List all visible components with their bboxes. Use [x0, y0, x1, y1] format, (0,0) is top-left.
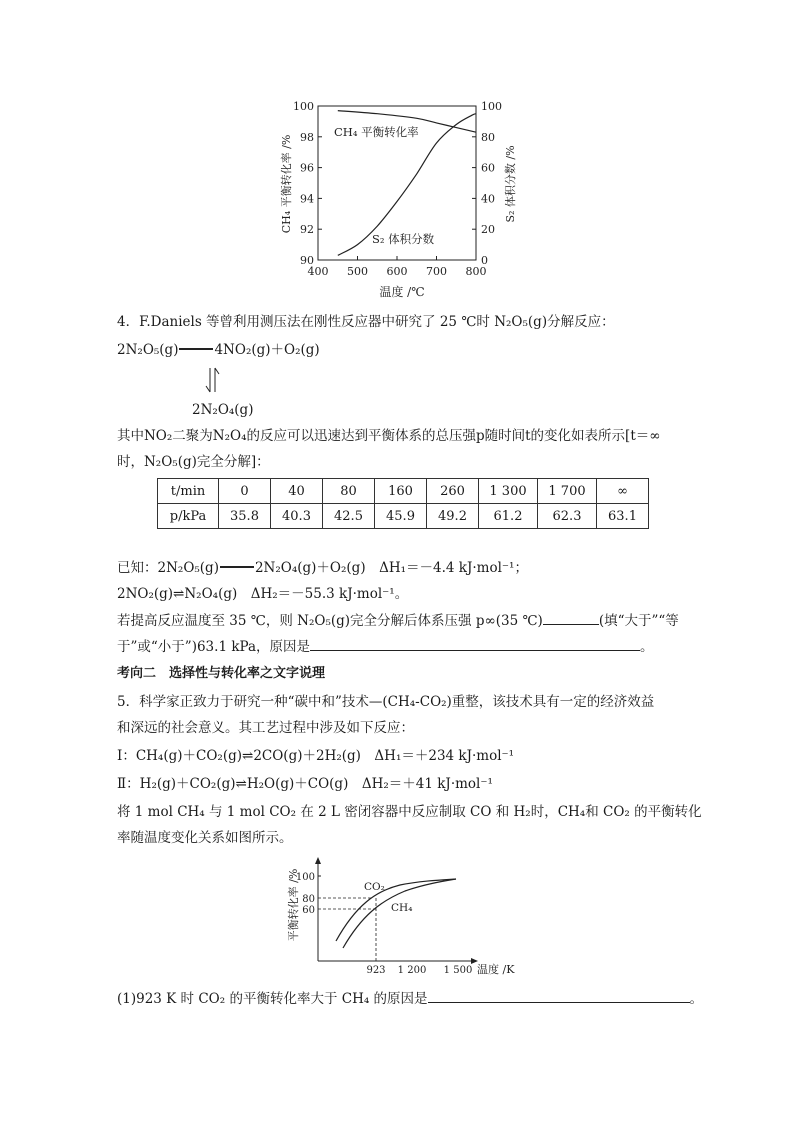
answer-blank-2[interactable]	[310, 636, 640, 651]
s2-series-label: S₂ 体积分数	[372, 232, 435, 246]
x-tick-label: 1 200	[397, 965, 427, 976]
q5-reaction2: Ⅱ：H₂(g)＋CO₂(g)⇌H₂O(g)＋CO(g) ΔH₂＝＋41 kJ·mol⁻¹	[117, 776, 493, 792]
table-cell: 61.2	[479, 504, 538, 529]
table-cell: 1 300	[479, 479, 538, 504]
pressure-time-table	[157, 478, 649, 529]
x-tick-label: 700	[426, 265, 447, 278]
ch4-series-label: CH₄ 平衡转化率	[334, 125, 419, 139]
chart1-x-axis-label: 温度 /℃	[379, 285, 425, 299]
x-tick-label: 400	[307, 265, 329, 278]
table-cell: 80	[323, 479, 375, 504]
q4-known1-prefix: 已知：2N₂O₅(g)	[117, 560, 219, 576]
answer-blank-3[interactable]	[428, 988, 690, 1003]
q4-note-line1: 其中NO₂二聚为N₂O₄的反应可以迅速达到平衡体系的总压强p随时间t的变化如表所示[t＝∞	[117, 428, 661, 444]
y-tick-label: 100	[295, 872, 315, 883]
table-cell: 1 700	[538, 479, 597, 504]
q4-note-line2: 时，N₂O₅(g)完全分解]：	[117, 454, 270, 470]
q5-desc-line2: 率随温度变化关系如图所示。	[117, 830, 293, 846]
q5-intro-line2: 和深远的社会意义。其工艺过程中涉及如下反应：	[117, 720, 414, 736]
q4-known2: 2NO₂(g)⇌N₂O₄(g) ΔH₂＝－55.3 kJ·mol⁻¹。	[117, 586, 409, 602]
y-left-tick-label: 96	[300, 161, 314, 175]
q4-question-part1: 若提高反应温度至 35 ℃，则 N₂O₅(g)完全分解后体系压强 p∞(35 ℃)	[117, 613, 543, 629]
section2-title: 考向二 选择性与转化率之文字说理	[117, 666, 326, 681]
table-cell: 62.3	[538, 504, 597, 529]
y-tick-label: 60	[302, 905, 315, 916]
answer-blank-1[interactable]	[543, 610, 599, 625]
table-cell: 40	[271, 479, 323, 504]
y-right-tick-label: 0	[481, 254, 488, 267]
x-tick-label: 500	[347, 265, 368, 278]
q4-known1-suffix: 2N₂O₄(g)＋O₂(g) ΔH₁＝－4.4 kJ·mol⁻¹；	[254, 560, 528, 576]
equilibrium-arrows-icon	[203, 366, 223, 396]
table-cell: 160	[375, 479, 427, 504]
table-cell: 35.8	[219, 504, 271, 529]
q4-question-line1	[117, 610, 679, 631]
table-cell: 63.1	[597, 504, 649, 529]
q5-reaction1: Ⅰ：CH₄(g)＋CO₂(g)⇌2CO(g)＋2H₂(g) ΔH₁＝＋234 kJ·mol⁻¹	[117, 748, 515, 764]
table-cell: 42.5	[323, 504, 375, 529]
q4-known1	[117, 558, 528, 578]
q5-intro-line1: 5．科学家正致力于研究一种“碳中和”技术—(CH₄-CO₂)重整，该技术具有一定的经济效益	[117, 694, 655, 710]
y-right-tick-label: 40	[481, 192, 495, 206]
q4-question-part2: (填“大于”“等	[598, 613, 679, 629]
chart1-y-right-label: S₂ 体积分数 /%	[504, 145, 517, 223]
table-cell: 0	[219, 479, 271, 504]
q4-question-line2-end: 。	[640, 639, 654, 655]
q5-sub1-end: 。	[689, 991, 704, 1007]
y-right-tick-label: 60	[481, 161, 495, 175]
table-cell: 49.2	[427, 504, 479, 529]
y-left-tick-label: 98	[300, 130, 314, 144]
table-cell: t/min	[158, 479, 219, 504]
table-cell: 45.9	[375, 504, 427, 529]
y-left-tick-label: 92	[300, 223, 314, 237]
q4-question-line2-text: 于”或“小于”)63.1 kPa，原因是	[117, 639, 311, 655]
chart2-y-axis-label: 平衡转化率 /%	[287, 868, 300, 942]
table-row	[158, 504, 649, 529]
chart2-y-arrow-icon	[315, 857, 321, 864]
x-tick-label: 800	[465, 265, 487, 278]
q4-reaction-below: 2N₂O₄(g)	[192, 402, 254, 418]
q5-desc-line1: 将 1 mol CH₄ 与 1 mol CO₂ 在 2 L 密闭容器中反应制取 CO 和 H₂时，CH₄和 CO₂ 的平衡转化	[117, 804, 702, 820]
ch4-series-label: CH₄	[391, 902, 413, 914]
chart-conversion-temperature	[0, 855, 794, 985]
chart-ch4-s2	[0, 0, 794, 310]
table-cell: ∞	[597, 479, 649, 504]
x-tick-label: 923	[366, 965, 386, 976]
q4-reaction	[117, 340, 320, 360]
table-cell: 40.3	[271, 504, 323, 529]
y-left-tick-label: 100	[293, 100, 314, 113]
y-right-tick-label: 100	[481, 100, 502, 113]
table-cell: p/kPa	[158, 504, 219, 529]
chart1-y-left-label: CH₄ 平衡转化率 /%	[280, 134, 293, 234]
q5-sub1-text: (1)923 K 时 CO₂ 的平衡转化率大于 CH₄ 的原因是	[117, 991, 428, 1007]
chart2-x-axis-label: 温度 /K	[477, 963, 515, 976]
table-row	[158, 479, 649, 504]
y-right-tick-label: 80	[481, 130, 495, 144]
co2-series-label: CO₂	[364, 881, 385, 893]
y-tick-label: 80	[302, 894, 315, 905]
q4-reaction-arrow	[179, 348, 213, 350]
q4-reaction-right: 4NO₂(g)＋O₂(g)	[214, 342, 320, 358]
y-left-tick-label: 90	[300, 254, 314, 267]
q4-intro: 4．F.Daniels 等曾利用测压法在刚性反应器中研究了 25 ℃时 N₂O₅(g)分解反应：	[117, 314, 615, 330]
y-left-tick-label: 94	[300, 192, 314, 206]
x-tick-label: 1 500	[443, 965, 473, 976]
x-tick-label: 600	[386, 265, 408, 278]
table-cell: 260	[427, 479, 479, 504]
y-right-tick-label: 20	[481, 223, 495, 237]
q5-sub1	[117, 988, 703, 1009]
q4-reaction-left: 2N₂O₅(g)	[117, 342, 179, 358]
q4-known1-arrow	[220, 566, 254, 568]
q4-question-line2	[117, 636, 654, 657]
